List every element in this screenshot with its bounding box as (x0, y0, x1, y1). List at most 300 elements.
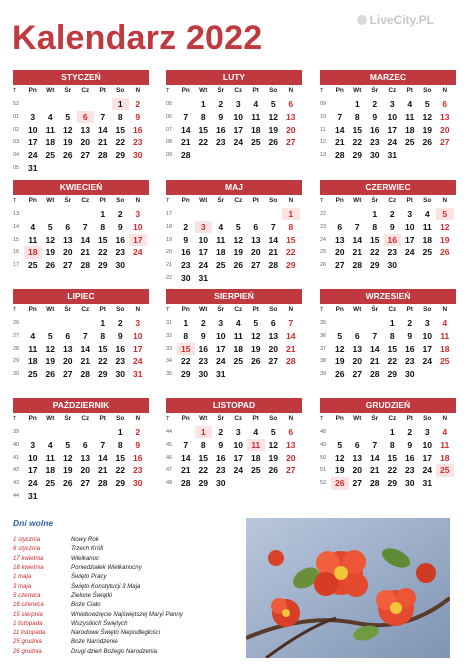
day-name: Pn (335, 87, 344, 95)
day-cell: 17 (233, 124, 244, 135)
day-cell: 30 (369, 150, 380, 161)
week-row (320, 259, 456, 272)
holiday-row (13, 628, 233, 637)
empty-day (282, 272, 300, 284)
day-cell: 24 (132, 356, 143, 367)
day-cell: 6 (270, 318, 276, 328)
day-cell: 7 (100, 439, 106, 450)
day-cell: 11 (251, 111, 261, 122)
week-row (13, 162, 149, 175)
month-header: KWIECIEŃ (13, 180, 149, 195)
day-cell: 25 (215, 260, 226, 271)
empty-day (112, 162, 130, 174)
day-cell: 10 (132, 330, 143, 341)
day-cell: 20 (352, 356, 363, 367)
week-number: 16 (13, 249, 20, 256)
empty-day (24, 98, 42, 110)
day-cell: 31 (387, 150, 398, 161)
day-cell: 21 (369, 356, 380, 367)
week-row (13, 317, 149, 330)
day-cell: 26 (233, 260, 244, 271)
month-header: SIERPIEŃ (166, 289, 302, 304)
day-cell: 19 (422, 124, 433, 135)
empty-day (349, 317, 367, 329)
day-cell: 15 (97, 343, 108, 354)
week-row (320, 451, 456, 464)
day-cell: 3 (30, 111, 36, 122)
day-cell: 26 (62, 150, 73, 161)
day-cell: 21 (80, 356, 91, 367)
week-number-header: T (320, 88, 324, 95)
month-10 (13, 398, 149, 503)
week-row (166, 342, 302, 355)
day-cell: 7 (183, 439, 189, 450)
day-name: Wt (353, 415, 362, 423)
day-cell: 23 (132, 137, 143, 148)
day-name: Pt (252, 415, 259, 423)
day-cell: 1 (389, 318, 395, 328)
day-cell: 22 (198, 137, 209, 148)
day-name: Wt (199, 306, 208, 314)
day-cell: 19 (45, 247, 56, 258)
week-row (320, 464, 456, 477)
day-cell: 16 (384, 234, 402, 246)
empty-day (282, 477, 300, 489)
day-cell: 26 (334, 369, 345, 380)
day-cell: 7 (372, 330, 378, 341)
day-name: Pn (181, 87, 190, 95)
day-cell: 12 (422, 111, 433, 122)
empty-day (212, 149, 230, 161)
day-cell: 3 (407, 209, 413, 219)
week-number: 01 (13, 113, 20, 120)
day-cell: 11 (440, 439, 450, 450)
day-cell: 17 (387, 124, 398, 135)
empty-day (77, 162, 95, 174)
day-cell: 1 (100, 209, 106, 219)
week-row (13, 451, 149, 464)
day-cell: 22 (180, 356, 191, 367)
week-number: 24 (320, 236, 327, 243)
day-name: So (423, 415, 432, 423)
day-cell: 28 (268, 260, 279, 271)
week-row (166, 451, 302, 464)
holiday-name: Trzech Króli (71, 545, 104, 553)
week-row (13, 111, 149, 124)
week-number: 43 (13, 480, 20, 487)
day-cell: 18 (250, 452, 261, 463)
week-number: 41 (13, 454, 20, 461)
week-number: 20 (166, 249, 173, 256)
day-cell: 24 (27, 150, 38, 161)
day-cell: 5 (235, 221, 241, 232)
day-cell: 5 (65, 439, 71, 450)
day-cell: 21 (369, 465, 380, 476)
empty-day (177, 426, 195, 438)
week-row (166, 426, 302, 439)
week-number-header: T (166, 307, 170, 314)
day-name: So (269, 306, 278, 314)
week-row (166, 317, 302, 330)
empty-day (247, 208, 265, 220)
day-cell: 1 (200, 99, 206, 109)
day-cell: 2 (218, 427, 224, 437)
week-number: 50 (320, 454, 327, 461)
day-cell: 2 (117, 318, 123, 328)
day-cell: 31 (27, 162, 38, 173)
day-cell: 23 (215, 465, 226, 476)
week-number-header: T (13, 198, 17, 205)
day-cell: 24 (132, 247, 143, 258)
day-name: Wt (353, 197, 362, 205)
week-number-header: T (320, 416, 324, 423)
day-name: Wt (46, 197, 55, 205)
day-cell: 30 (115, 369, 126, 380)
day-cell: 29 (97, 369, 108, 380)
day-name: So (116, 197, 125, 205)
day-cell: 28 (180, 150, 191, 161)
day-cell: 17 (198, 247, 209, 258)
day-cell: 29 (180, 369, 191, 380)
day-name: Wt (46, 415, 55, 423)
day-cell: 17 (422, 343, 433, 354)
day-cell: 24 (422, 465, 433, 476)
day-name: Pn (28, 415, 37, 423)
day-cell: 7 (354, 221, 360, 232)
day-cell: 16 (215, 124, 226, 135)
holiday-date: 11 listopada (13, 629, 46, 637)
day-cell: 11 (45, 124, 55, 135)
day-cell: 29 (369, 260, 380, 271)
day-cell: 27 (268, 356, 279, 367)
empty-day (247, 368, 265, 380)
day-cell: 10 (387, 111, 398, 122)
week-row (13, 426, 149, 439)
day-cell: 12 (334, 343, 345, 354)
day-cell: 14 (369, 452, 380, 463)
holidays-heading: Dni wolne (13, 518, 54, 528)
day-cell: 4 (30, 330, 36, 341)
week-row (166, 355, 302, 368)
empty-day (59, 208, 77, 220)
day-cell: 15 (352, 124, 363, 135)
day-cell: 24 (233, 137, 244, 148)
day-name: Pt (99, 197, 106, 205)
day-cell: 18 (215, 247, 226, 258)
holiday-date: 17 kwietnia (13, 554, 44, 562)
empty-day (112, 490, 130, 502)
day-cell: 20 (80, 137, 91, 148)
day-name: N (135, 415, 141, 423)
day-cell: 14 (80, 343, 91, 354)
month-header: GRUDZIEŃ (320, 398, 456, 413)
day-cell: 12 (45, 234, 56, 245)
day-cell: 31 (132, 369, 143, 380)
empty-day (265, 149, 283, 161)
day-cell: 5 (337, 330, 343, 341)
holiday-date: 3 maja (13, 582, 32, 590)
week-number: 17 (13, 262, 20, 269)
day-names-row (320, 413, 456, 426)
day-cell: 4 (47, 439, 53, 450)
day-cell: 24 (404, 247, 415, 258)
day-cell: 26 (45, 369, 56, 380)
week-row (13, 368, 149, 381)
day-cell: 17 (233, 452, 244, 463)
day-cell: 19 (62, 137, 73, 148)
holiday-name: Boże Ciało (71, 601, 101, 609)
day-cell: 23 (180, 260, 191, 271)
month-header: LISTOPAD (166, 398, 302, 413)
day-cell: 6 (288, 99, 294, 109)
week-number: 34 (166, 358, 173, 365)
day-cell: 28 (80, 369, 91, 380)
day-cell: 27 (80, 150, 91, 161)
day-cell: 27 (62, 369, 73, 380)
day-names-row (320, 195, 456, 208)
empty-day (195, 149, 213, 161)
week-row (13, 123, 149, 136)
day-cell: 16 (115, 234, 126, 245)
day-cell: 3 (135, 209, 141, 219)
day-cell: 22 (352, 137, 363, 148)
day-cell: 27 (62, 260, 73, 271)
day-name: So (269, 197, 278, 205)
week-number: 44 (13, 492, 20, 499)
week-row (13, 490, 149, 503)
day-cell: 6 (354, 330, 360, 341)
day-cell: 12 (268, 111, 279, 122)
empty-day (77, 490, 95, 502)
empty-day (212, 208, 230, 220)
day-name: Śr (64, 306, 72, 314)
day-cell: 16 (369, 124, 380, 135)
day-cell: 30 (198, 369, 209, 380)
week-row (13, 233, 149, 246)
day-cell: 4 (253, 99, 259, 109)
day-name: Wt (46, 87, 55, 95)
day-cell: 28 (369, 478, 380, 489)
week-row (320, 355, 456, 368)
day-cell: 28 (285, 356, 296, 367)
day-cell: 1 (112, 98, 130, 110)
day-cell: 6 (65, 221, 71, 232)
day-cell: 13 (250, 234, 261, 245)
week-number: 23 (320, 223, 327, 230)
holiday-name: Nowy Rok (71, 536, 99, 544)
day-cell: 5 (253, 318, 259, 328)
day-cell: 24 (422, 356, 433, 367)
day-cell: 27 (352, 478, 363, 489)
day-cell: 2 (135, 99, 141, 109)
day-cell: 4 (235, 318, 241, 328)
day-cell: 20 (334, 247, 345, 258)
day-cell: 5 (436, 208, 454, 220)
day-name: Cz (388, 306, 397, 314)
day-cell: 4 (424, 209, 430, 219)
day-cell: 9 (407, 439, 413, 450)
day-cell: 4 (442, 318, 448, 328)
day-cell: 5 (47, 330, 53, 341)
day-name: Cz (81, 415, 90, 423)
day-name: So (116, 306, 125, 314)
day-cell: 19 (334, 465, 345, 476)
week-row (320, 342, 456, 355)
day-cell: 1 (100, 318, 106, 328)
day-names-row (166, 195, 302, 208)
day-cell: 20 (439, 124, 450, 135)
day-name: Śr (64, 415, 72, 423)
holiday-name: Święto Pracy (71, 573, 107, 581)
day-cell: 30 (180, 272, 191, 283)
week-row (13, 149, 149, 162)
week-row (166, 123, 302, 136)
month-header: MAJ (166, 180, 302, 195)
day-cell: 24 (233, 465, 244, 476)
day-cell: 11 (28, 343, 38, 354)
week-row (320, 477, 456, 490)
day-cell: 24 (198, 260, 209, 271)
day-cell: 8 (372, 221, 378, 232)
day-cell: 26 (250, 356, 261, 367)
day-name: Pt (99, 87, 106, 95)
empty-day (247, 149, 265, 161)
day-cell: 27 (352, 369, 363, 380)
day-cell: 13 (334, 234, 345, 245)
day-cell: 18 (45, 465, 56, 476)
day-cell: 8 (200, 111, 206, 122)
day-name: Śr (371, 415, 379, 423)
day-name: Śr (371, 197, 379, 205)
day-cell: 2 (389, 209, 395, 219)
week-number: 47 (166, 467, 173, 474)
day-name: N (135, 87, 141, 95)
week-number: 32 (166, 332, 173, 339)
day-name: N (442, 306, 448, 314)
week-number: 35 (320, 320, 327, 326)
day-names-row (166, 85, 302, 98)
empty-day (24, 208, 42, 220)
empty-day (24, 317, 42, 329)
empty-day (265, 208, 283, 220)
day-name: Śr (64, 197, 72, 205)
day-cell: 12 (334, 452, 345, 463)
day-cell: 3 (235, 427, 241, 437)
holiday-name: Zielone Świątki (71, 591, 112, 599)
day-cell: 19 (439, 234, 450, 245)
day-cell: 30 (132, 150, 143, 161)
day-name: Cz (81, 87, 90, 95)
empty-day (366, 317, 384, 329)
day-cell: 25 (27, 260, 38, 271)
week-number: 15 (13, 236, 20, 243)
day-cell: 25 (45, 150, 56, 161)
day-cell: 6 (354, 439, 360, 450)
day-cell: 23 (132, 465, 143, 476)
day-cell: 1 (195, 426, 213, 438)
week-number: 08 (166, 139, 173, 146)
holiday-name: Wielkanoc (71, 554, 100, 562)
holiday-row (13, 572, 233, 581)
day-cell: 20 (80, 465, 91, 476)
day-cell: 13 (352, 343, 363, 354)
empty-day (265, 477, 283, 489)
day-cell: 19 (334, 356, 345, 367)
holiday-name: Boże Narodzenie (71, 638, 118, 646)
week-row (166, 221, 302, 234)
day-name: Cz (388, 87, 397, 95)
day-cell: 15 (198, 124, 209, 135)
week-number: 51 (320, 467, 327, 474)
day-cell: 16 (115, 343, 126, 354)
day-name: Pt (406, 197, 413, 205)
day-cell: 19 (233, 247, 244, 258)
day-cell: 15 (387, 452, 398, 463)
day-cell: 8 (117, 111, 123, 122)
day-name: Pn (28, 87, 37, 95)
day-cell: 1 (117, 427, 123, 437)
week-number: 05 (13, 164, 20, 171)
day-cell: 18 (439, 452, 450, 463)
day-name: Śr (371, 87, 379, 95)
week-row (13, 477, 149, 490)
day-cell: 3 (424, 318, 430, 328)
empty-day (129, 490, 147, 502)
day-name: Pn (181, 415, 190, 423)
holiday-date: 1 maja (13, 573, 32, 581)
holiday-date: 15 sierpnia (13, 610, 43, 618)
day-cell: 14 (268, 234, 279, 245)
day-cell: 18 (250, 124, 261, 135)
day-cell: 26 (331, 477, 349, 489)
day-cell: 20 (285, 452, 296, 463)
holiday-date: 18 kwietnia (13, 564, 44, 572)
day-cell: 17 (27, 465, 38, 476)
day-cell: 15 (285, 234, 296, 245)
day-cell: 24 (27, 478, 38, 489)
empty-day (195, 208, 213, 220)
day-cell: 8 (183, 330, 189, 341)
day-cell: 7 (288, 318, 294, 328)
day-cell: 10 (27, 452, 38, 463)
empty-day (282, 368, 300, 380)
day-cell: 28 (180, 478, 191, 489)
week-number: 18 (166, 223, 173, 230)
empty-day (331, 208, 349, 220)
holiday-row (13, 600, 233, 609)
day-cell: 4 (218, 221, 224, 232)
day-cell: 11 (45, 452, 55, 463)
day-cell: 25 (45, 478, 56, 489)
week-number: 49 (320, 441, 327, 448)
day-cell: 10 (198, 234, 209, 245)
week-row (320, 208, 456, 221)
day-cell: 13 (439, 111, 450, 122)
day-cell: 29 (198, 478, 209, 489)
day-cell: 20 (250, 247, 261, 258)
week-number: 42 (13, 467, 20, 474)
day-cell: 21 (352, 247, 363, 258)
day-cell: 18 (404, 124, 415, 135)
week-number: 25 (320, 249, 327, 256)
day-cell: 16 (404, 343, 415, 354)
day-name: Śr (217, 197, 225, 205)
day-cell: 10 (132, 221, 143, 232)
day-cell: 28 (352, 260, 363, 271)
day-cell: 7 (270, 221, 276, 232)
day-cell: 6 (442, 99, 448, 109)
day-names-row (320, 85, 456, 98)
